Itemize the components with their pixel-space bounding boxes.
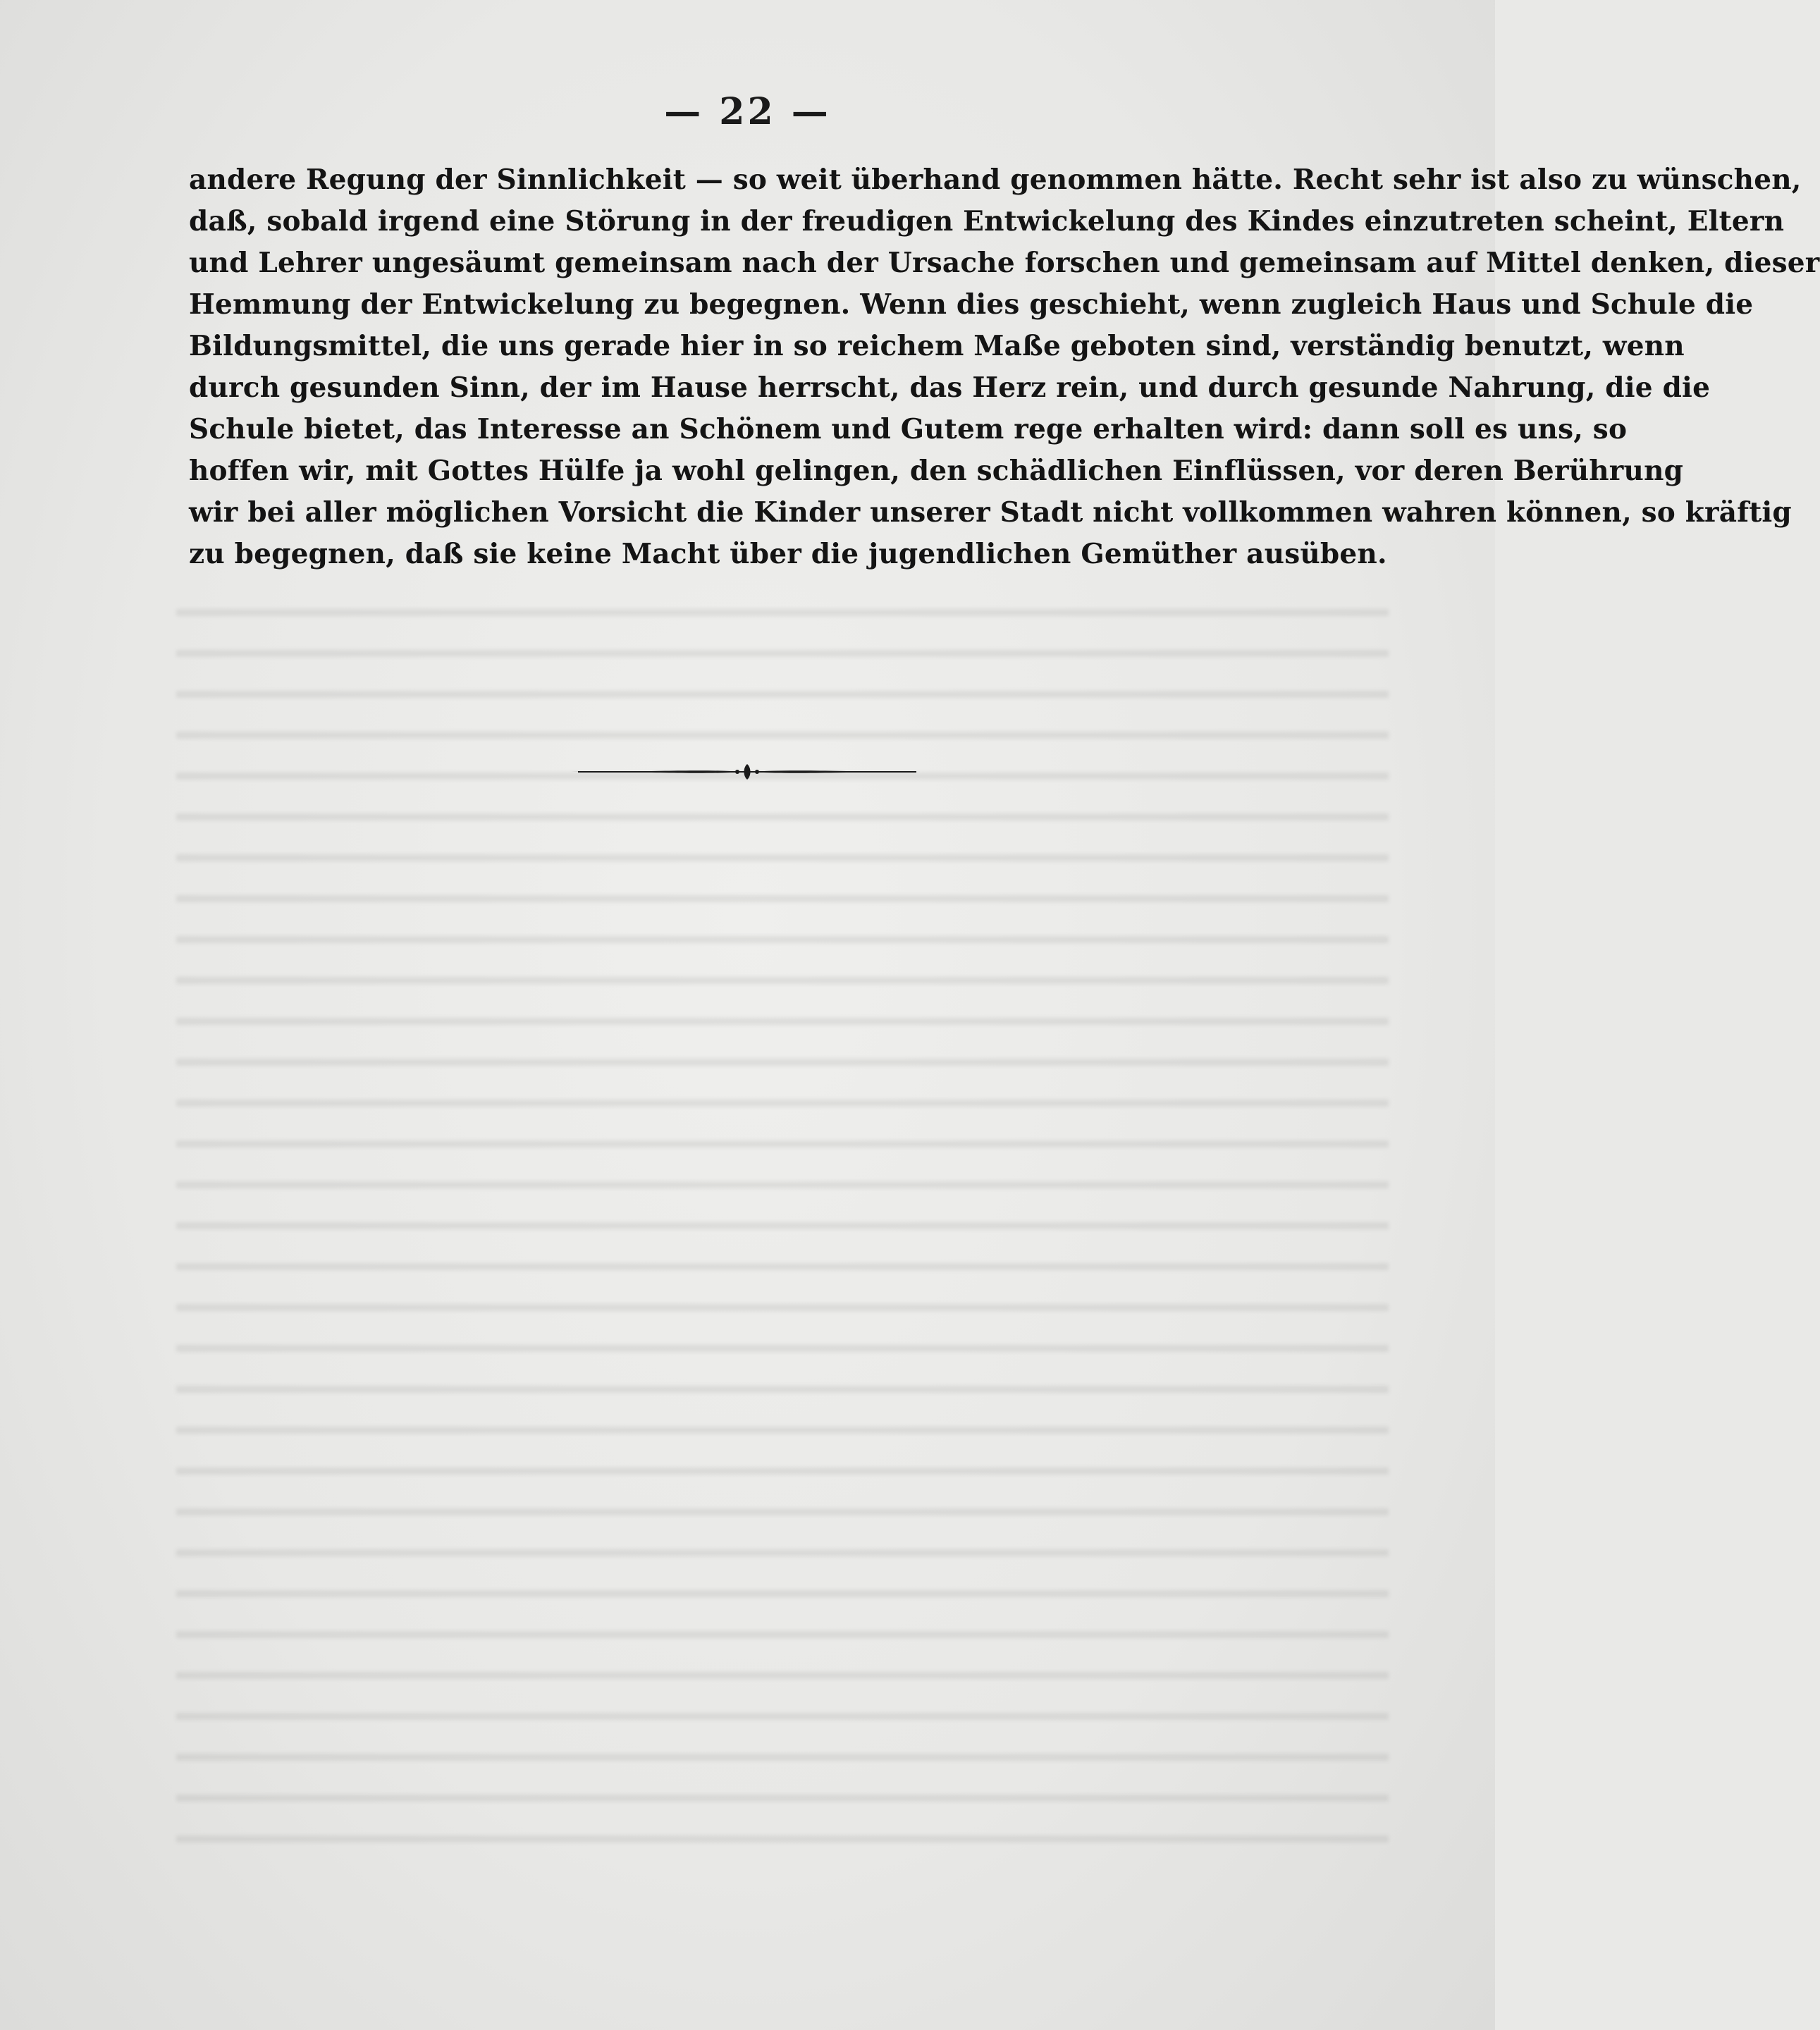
text-line: wir bei aller möglichen Vorsicht die Kinder unserer Stadt nicht vollkommen wahren können, so kräftig bbox=[189, 496, 1792, 529]
text-line: Schule bietet, das Interesse an Schönem und Gutem rege erhalten wird: dann soll es uns, so bbox=[189, 413, 1628, 445]
text-line: Hemmung der Entwickelung zu begegnen. Wenn dies geschieht, wenn zugleich Haus und Schule die bbox=[189, 288, 1754, 321]
text-line: andere Regung der Sinnlichkeit — so weit überhand genommen hätte. Recht sehr ist also zu wünschen, bbox=[189, 164, 1802, 196]
section-divider-ornament bbox=[571, 761, 923, 782]
text-line: daß, sobald irgend eine Störung in der freudigen Entwickelung des Kindes einzutreten scheint, Eltern bbox=[189, 205, 1785, 238]
text-line: Bildungsmittel, die uns gerade hier in so reichem Maße geboten sind, verständig benutzt, wenn bbox=[189, 330, 1685, 362]
body-paragraph bbox=[189, 159, 1820, 575]
page-number: — 22 — bbox=[664, 90, 831, 133]
text-line: und Lehrer ungesäumt gemeinsam nach der Ursache forschen und gemeinsam auf Mittel denken, dieser bbox=[189, 247, 1820, 279]
text-line: durch gesunden Sinn, der im Hause herrscht, das Herz rein, und durch gesunde Nahrung, die die bbox=[189, 371, 1711, 404]
bleed-through-text bbox=[176, 592, 1389, 1875]
text-line: zu begegnen, daß sie keine Macht über die jugendlichen Gemüther ausüben. bbox=[189, 538, 1387, 570]
text-line: hoffen wir, mit Gottes Hülfe ja wohl gelingen, den schädlichen Einflüssen, vor deren Berührung bbox=[189, 455, 1684, 487]
